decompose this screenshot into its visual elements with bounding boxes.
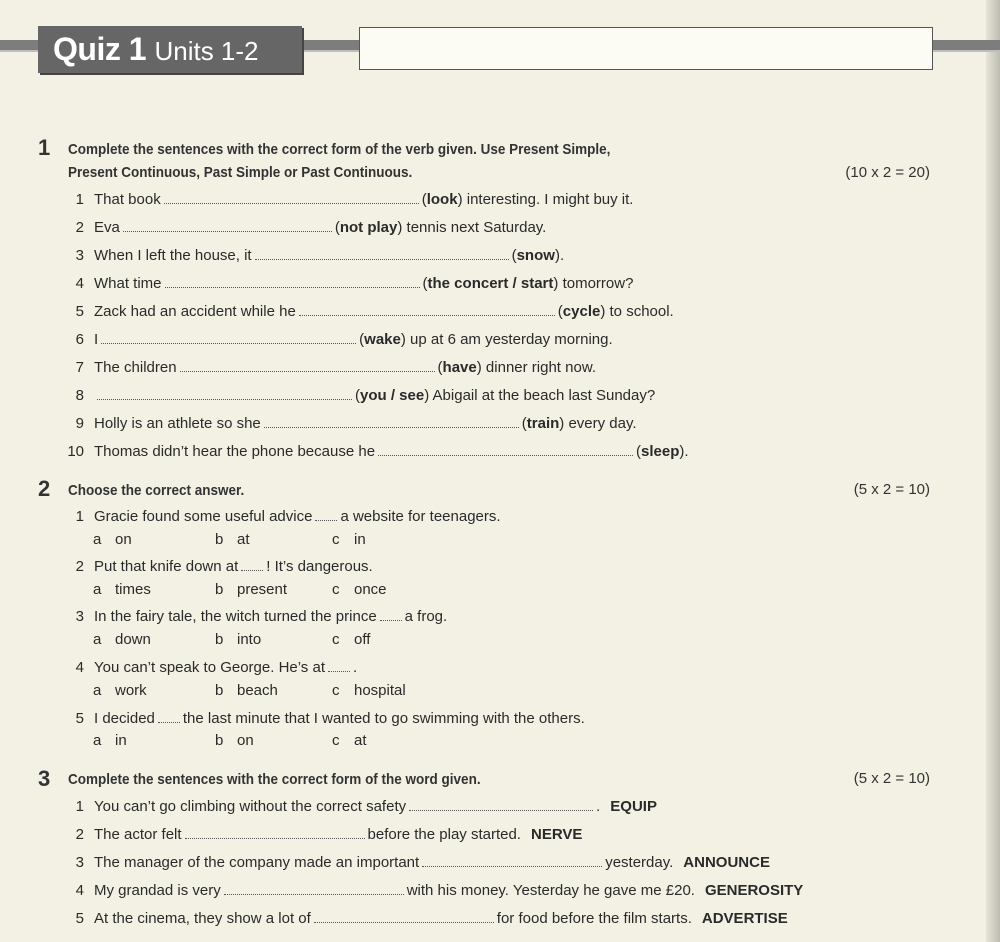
answer-blank[interactable] <box>299 302 555 316</box>
answer-blank[interactable] <box>422 853 602 867</box>
sentence-end: a frog. <box>404 608 448 625</box>
answer-blank[interactable] <box>224 881 404 895</box>
option-letter: a <box>93 682 102 699</box>
word-given: GENEROSITY <box>704 882 804 899</box>
sentence-end: every day. <box>568 415 637 432</box>
option-text: off <box>354 631 371 648</box>
exercise-1-item: 7 The children (have) dinner right now. <box>56 358 596 378</box>
option-letter: a <box>93 531 102 548</box>
answer-blank[interactable] <box>101 330 356 344</box>
section-2-instruction: Choose the correct answer. <box>68 482 245 499</box>
sentence-end: to school. <box>609 303 674 320</box>
sentence-start: Holly is an athlete so she <box>94 415 261 432</box>
option-letter: b <box>215 531 224 548</box>
exercise-1-item: 8 (you / see) Abigail at the beach last Sunday? <box>56 386 655 406</box>
answer-blank[interactable] <box>158 709 180 723</box>
quiz-units: Units 1-2 <box>154 36 259 66</box>
exercise-1-item: 4 What time (the concert / start) tomorrow? <box>56 274 633 294</box>
option-letter: c <box>332 631 340 648</box>
sentence-end: the last minute that I wanted to go swimming with the others. <box>182 710 585 727</box>
item-number: 1 <box>75 508 84 525</box>
exercise-2-item <box>56 507 501 527</box>
sentence-end: ! It’s dangerous. <box>266 558 373 575</box>
verb-given: wake <box>364 331 401 348</box>
option-letter: c <box>332 682 340 699</box>
answer-option[interactable] <box>332 631 370 648</box>
verb-given: cycle <box>562 303 601 320</box>
section-1-number: 1 <box>38 135 51 160</box>
section-3-marks: (5 x 2 = 10) <box>853 770 930 787</box>
sentence-end: tennis next Saturday. <box>406 219 547 236</box>
answer-blank[interactable] <box>255 246 509 260</box>
sentence-end: Abigail at the beach last Sunday? <box>432 387 656 404</box>
item-number: 10 <box>67 443 84 460</box>
name-box[interactable] <box>359 27 933 70</box>
sentence-end: with his money. Yesterday he gave me £20. <box>406 882 695 899</box>
exercise-1-item: 10 Thomas didn’t hear the phone because he (sleep). <box>56 442 689 462</box>
sentence-end: yesterday. <box>605 854 674 871</box>
answer-blank[interactable] <box>97 386 352 400</box>
sentence-end: . <box>684 443 689 460</box>
section-2-marks: (5 x 2 = 10) <box>853 481 930 498</box>
section-3-number: 3 <box>38 766 51 791</box>
answer-blank[interactable] <box>123 218 332 232</box>
item-number: 4 <box>75 882 84 899</box>
section-1-instruction-line1: Complete the sentences with the correct form of the verb given. Use Present Simple, <box>68 141 611 158</box>
exercise-1-item: 3 When I left the house, it (snow). <box>56 246 564 266</box>
sentence-start: The children <box>94 359 177 376</box>
sentence-end: before the play started. <box>367 826 521 843</box>
answer-option[interactable] <box>332 682 406 699</box>
exercise-2-item <box>56 557 373 577</box>
sentence-start: You can’t go climbing without the correct safety <box>94 798 407 815</box>
sentence-start: You can’t speak to George. He’s at <box>94 659 325 676</box>
answer-option[interactable] <box>93 732 127 749</box>
exercise-2-item <box>56 658 357 678</box>
option-letter: b <box>215 682 224 699</box>
word-given: NERVE <box>530 826 583 843</box>
section-1-instruction-line2: Present Continuous, Past Simple or Past Continuous. <box>68 164 413 181</box>
word-given: ANNOUNCE <box>683 854 770 871</box>
option-letter: c <box>332 581 340 598</box>
item-number: 4 <box>75 659 84 676</box>
sentence-end: a website for teenagers. <box>340 508 501 525</box>
option-text: down <box>115 631 151 648</box>
option-letter: c <box>332 531 340 548</box>
verb-given: sleep <box>641 443 680 460</box>
answer-option[interactable] <box>93 531 132 548</box>
item-number: 1 <box>75 798 84 815</box>
sentence-start: When I left the house, it <box>94 247 252 264</box>
word-given: EQUIP <box>610 798 657 815</box>
answer-blank[interactable] <box>180 358 435 372</box>
sentence-start: In the fairy tale, the witch turned the prince <box>94 608 377 625</box>
item-number: 2 <box>75 558 84 575</box>
sentence-start: I decided <box>94 710 155 727</box>
verb-given: the concert / start <box>427 275 554 292</box>
answer-option[interactable] <box>332 732 367 749</box>
exercise-1-item: 9 Holly is an athlete so she (train) every day. <box>56 414 637 434</box>
option-letter: b <box>215 581 224 598</box>
item-number: 1 <box>75 191 84 208</box>
answer-blank[interactable] <box>380 607 402 621</box>
sentence-start: Eva <box>94 219 120 236</box>
verb-given: not play <box>339 219 398 236</box>
exercise-2-item <box>56 709 585 729</box>
sentence-start: I <box>94 331 99 348</box>
item-number: 3 <box>75 854 84 871</box>
answer-option[interactable] <box>215 531 250 548</box>
verb-given: you / see <box>360 387 425 404</box>
option-text: into <box>237 631 262 648</box>
sentence-end: for food before the film starts. <box>496 910 692 927</box>
sentence-start: The manager of the company made an important <box>94 854 420 871</box>
option-text: hospital <box>354 682 406 699</box>
verb-given: look <box>426 191 458 208</box>
option-text: in <box>354 531 366 548</box>
exercise-1-item: 6 I (wake) up at 6 am yesterday morning. <box>56 330 613 350</box>
item-number: 5 <box>75 710 84 727</box>
option-text: present <box>237 581 288 598</box>
item-number: 3 <box>75 608 84 625</box>
sentence-start: Gracie found some useful advice <box>94 508 313 525</box>
answer-option[interactable] <box>332 581 387 598</box>
option-letter: c <box>332 732 340 749</box>
answer-option[interactable] <box>93 631 151 648</box>
item-number: 8 <box>75 387 84 404</box>
option-letter: a <box>93 631 102 648</box>
option-text: work <box>115 682 147 699</box>
option-text: once <box>354 581 387 598</box>
quiz-number: Quiz 1 <box>53 31 147 67</box>
answer-option[interactable] <box>93 581 151 598</box>
sentence-start: That book <box>94 191 161 208</box>
exercise-3-item <box>56 909 788 929</box>
answer-blank[interactable] <box>314 909 494 923</box>
exercise-2-item <box>56 607 447 627</box>
answer-blank[interactable] <box>315 507 337 521</box>
verb-given: have <box>442 359 477 376</box>
answer-option[interactable] <box>93 682 147 699</box>
answer-option[interactable] <box>332 531 366 548</box>
exercise-3-item <box>56 825 582 845</box>
item-number: 2 <box>75 219 84 236</box>
item-number: 3 <box>75 247 84 264</box>
exercise-3-item <box>56 853 770 873</box>
option-text: beach <box>237 682 278 699</box>
sentence-end: up at 6 am yesterday morning. <box>410 331 613 348</box>
answer-option[interactable] <box>215 631 261 648</box>
verb-given: train <box>526 415 560 432</box>
sentence-start: Zack had an accident while he <box>94 303 296 320</box>
option-text: at <box>237 531 250 548</box>
section-2-number: 2 <box>38 476 51 501</box>
answer-blank[interactable] <box>165 274 420 288</box>
section-3-instruction: Complete the sentences with the correct form of the word given. <box>68 771 481 788</box>
section-1-marks: (10 x 2 = 20) <box>845 164 930 181</box>
sentence-start: My grandad is very <box>94 882 221 899</box>
option-text: in <box>115 732 127 749</box>
sentence-end: tomorrow? <box>562 275 634 292</box>
quiz-title <box>53 31 259 68</box>
answer-blank[interactable] <box>328 658 350 672</box>
sentence-start: Put that knife down at <box>94 558 239 575</box>
answer-blank[interactable] <box>164 190 419 204</box>
answer-blank[interactable] <box>409 797 593 811</box>
option-text: at <box>354 732 367 749</box>
sentence-end: dinner right now. <box>485 359 596 376</box>
item-number: 4 <box>75 275 84 292</box>
item-number: 5 <box>75 303 84 320</box>
page-edge-shadow <box>986 0 1000 942</box>
option-letter: b <box>215 732 224 749</box>
item-number: 6 <box>75 331 84 348</box>
item-number: 5 <box>75 910 84 927</box>
sentence-start: The actor felt <box>94 826 182 843</box>
sentence-end: . <box>559 247 565 264</box>
answer-blank[interactable] <box>185 825 365 839</box>
exercise-3-item <box>56 797 657 817</box>
answer-blank[interactable] <box>264 414 519 428</box>
exercise-1-item: 2 Eva (not play) tennis next Saturday. <box>56 218 546 238</box>
answer-option[interactable] <box>215 581 287 598</box>
sentence-end: . <box>352 659 358 676</box>
option-text: times <box>115 581 151 598</box>
option-text: on <box>115 531 132 548</box>
exercise-3-item <box>56 881 803 901</box>
item-number: 9 <box>75 415 84 432</box>
option-letter: a <box>93 732 102 749</box>
word-given: ADVERTISE <box>701 910 788 927</box>
answer-blank[interactable] <box>378 442 633 456</box>
item-number: 2 <box>75 826 84 843</box>
item-number: 7 <box>75 359 84 376</box>
sentence-start: At the cinema, they show a lot of <box>94 910 311 927</box>
option-letter: b <box>215 631 224 648</box>
answer-blank[interactable] <box>241 557 263 571</box>
verb-given: snow <box>516 247 555 264</box>
sentence-start: Thomas didn’t hear the phone because he <box>94 443 376 460</box>
answer-option[interactable] <box>215 732 254 749</box>
sentence-end: interesting. I might buy it. <box>466 191 634 208</box>
option-letter: a <box>93 581 102 598</box>
option-text: on <box>237 732 254 749</box>
sentence-end: . <box>596 798 601 815</box>
exercise-1-item: 5 Zack had an accident while he (cycle) to school. <box>56 302 674 322</box>
answer-option[interactable] <box>215 682 278 699</box>
sentence-start: What time <box>94 275 162 292</box>
exercise-1-item: 1 That book (look) interesting. I might buy it. <box>56 190 633 210</box>
